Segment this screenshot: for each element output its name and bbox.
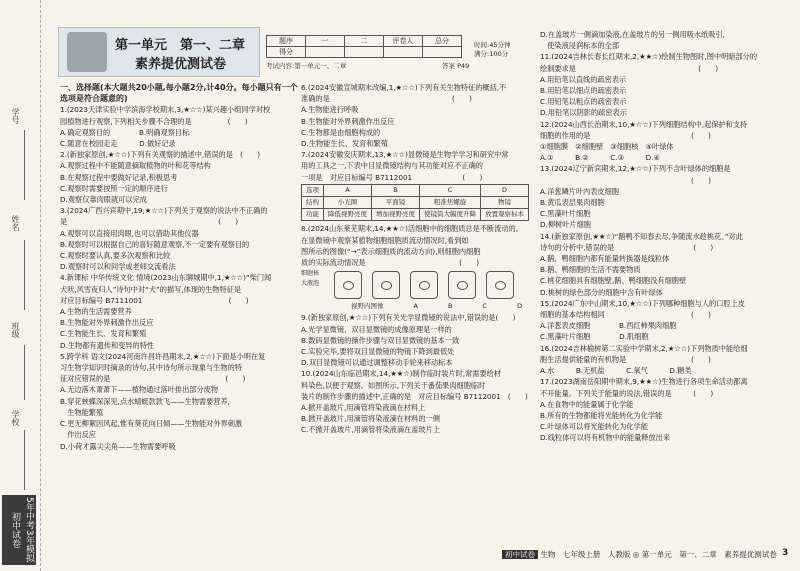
left-column xyxy=(60,82,298,452)
microscope-table xyxy=(301,184,529,222)
figure-caption: 视野内图像 xyxy=(351,302,384,311)
table-cell: 选项 xyxy=(302,184,324,196)
question-line: C.用铅笔以粗点的疏密表示 xyxy=(540,97,627,107)
score-cell xyxy=(423,47,462,58)
margin-line xyxy=(24,345,25,400)
question-line: 作出反应 xyxy=(60,430,96,440)
question-line: D.桃树的绿色部分的细胞中含有叶绿体 xyxy=(540,287,663,297)
question-line: 质的实际流动情况是 ( ) xyxy=(301,258,480,268)
question-line: A.水 B.无机盐 C.氧气 D.糖类 xyxy=(540,366,692,376)
full-score: 满分:100分 xyxy=(474,50,509,58)
cell-diagram xyxy=(410,271,438,299)
score-cell xyxy=(306,47,345,58)
question-line: B.生物能对外界刺激作出反应 xyxy=(60,318,154,328)
table-cell: C xyxy=(420,184,481,196)
score-cell: 一 xyxy=(306,36,345,47)
question-line: C.黑藻叶片细胞 xyxy=(540,209,591,219)
question-line: A.观察可以直接用肉眼,也可以借助其他仪器 xyxy=(60,228,199,238)
score-cell: 得分 xyxy=(267,47,306,58)
question-line: A.掀开盖玻片,用滴管将染液滴在材料上 xyxy=(301,403,426,413)
question-line: 1.(2023天津实验中学滨海学校期末,3,★☆☆)某兴趣小组同学对校 xyxy=(60,105,271,115)
question-line: D.观察仅靠肉眼就可以完成 xyxy=(60,195,147,205)
question-line: A.用铅笔以直线的疏密表示 xyxy=(540,74,627,84)
question-line: A.观察过程中不能随意摘取植物的叶和花等结构 xyxy=(60,161,211,171)
question-line: 胞生活提供能量的有机物是 ( ) xyxy=(540,354,711,364)
question-line: A.生物的生活需要营养 xyxy=(60,307,132,317)
question-line: 14.(新独家原创,★★☆)“鹅鸭不知春去尽,争随流水趁桃花。”对此 xyxy=(540,231,743,241)
question-line: 细胞的作用的是 ( ) xyxy=(540,130,711,140)
question-line: D.观察时可以和同学或老师交流看法 xyxy=(60,262,176,272)
question-line: C.观察时需要按照一定的顺序进行 xyxy=(60,183,168,193)
figure-captions xyxy=(351,301,529,312)
cell-figure xyxy=(301,269,529,301)
question-line: 在显微镜中观察某植物细胞细胞质流动情况时,看到如 xyxy=(301,235,469,245)
table-cell: D xyxy=(481,184,529,196)
question-line: 9.(新独家原创,★☆☆)下列有关光学显微镜的说法中,错误的是( ) xyxy=(301,313,516,323)
question-line: D.生物能生长、发育和繁殖 xyxy=(301,139,388,149)
margin-label-class: 班级 xyxy=(11,322,20,338)
question-line: D.线粒体可以将有机物中的能量释放出来 xyxy=(540,433,671,443)
question-line: 是 ( ) xyxy=(60,217,239,227)
question-line: 12.(2024山西长治期末,10,★☆☆)下列细胞结构中,起保护和支持 xyxy=(540,119,748,129)
question-line: 17.(2023湖南岳阳期中期末,9,★★☆)生物进行各项生命活动都离 xyxy=(540,377,748,387)
question-line: 征对应错误的是 ( ) xyxy=(60,374,246,384)
question-line: B.穿花蛱蝶深深见,点水蜻蜓款款飞——生物需要营养, xyxy=(60,396,230,406)
table-cell: B xyxy=(372,184,420,196)
question-line: 4.新课标 中华传统文化 情境(2023山东聊城期中,1,★☆☆)“柴门闻 xyxy=(60,273,272,283)
question-line: C.生物能生长、发育和繁殖 xyxy=(60,329,147,339)
exam-scope: 考试内容:第一单元一、二章 xyxy=(266,62,347,70)
question-line: C.观察时要认真,要多次观察和比较 xyxy=(60,251,171,261)
margin-line xyxy=(24,430,25,490)
question-line: B.生物能对外界刺激作出反应 xyxy=(301,116,395,126)
question-line: 料染色,以便于观察。如图所示,下列关于番茄果肉细胞临时 xyxy=(301,380,486,390)
figure-caption: D xyxy=(516,302,522,311)
brand-logo: 5年中考3年模拟 初中试卷 xyxy=(2,495,36,565)
score-cell: 二 xyxy=(345,36,384,47)
question-line: A.在食物中的能量属于化学能 xyxy=(540,399,634,409)
middle-column xyxy=(301,82,529,436)
question-line: A.确定观察目的 B.明确观察目标 xyxy=(60,127,190,137)
test-title: 素养提优测试卷 xyxy=(135,57,227,72)
footer-tag: 初中试卷 xyxy=(502,550,538,559)
question-line: 用的工具之一,下表中目显微镜结构与其功能对应不正确的 xyxy=(301,161,483,171)
table-cell: 功能 xyxy=(302,209,324,221)
question-line: B.所有的生物都能将光能转化为化学能 xyxy=(540,410,663,420)
question-line: 5.跨学科 语文(2024河南许昌许昌期末,2,★☆☆)下面是小明在复 xyxy=(60,351,266,361)
question-line: A.无边落木萧萧下——植物通过落叶排出部分废物 xyxy=(60,385,219,395)
score-cell: 总分 xyxy=(423,36,462,47)
table-cell: 放置观察标本 xyxy=(481,209,529,221)
question-line: B.掀开盖玻片,用滴管将染液滴在材料的一侧 xyxy=(301,414,440,424)
figure-label: 大液泡 xyxy=(301,280,320,288)
question-line: ①细胞膜 ②细胞壁 ③细胞核 ④叶绿体 xyxy=(540,142,674,152)
margin-line xyxy=(24,130,25,200)
question-line: 3.(2024广西兴宾期中,19,★☆☆)下列关于观察的说法中不正确的 xyxy=(60,206,268,216)
question-line: C.黑藻叶片细胞 D.肌细胞 xyxy=(540,332,649,342)
figure-caption: B xyxy=(447,302,453,311)
question-line: 一项是 对应目标编号 B7112001 ( ) xyxy=(301,172,483,182)
cell-diagram xyxy=(372,271,400,299)
right-column xyxy=(540,29,757,444)
question-line: 一、选择题(本大题共20小题,每小题2分,计40分。每小题只有一个 xyxy=(60,83,298,92)
cell-diagram xyxy=(486,271,514,299)
question-line: A.生物能进行呼吸 xyxy=(301,105,359,115)
question-line: A.① B.② C.③ D.④ xyxy=(540,153,660,163)
question-line: 图所示的图像(“→”表示细胞质的流动方向),则细胞内细胞 xyxy=(301,246,481,256)
cell-diagram xyxy=(448,271,476,299)
score-cell: 评卷人 xyxy=(384,36,423,47)
reader-illustration-icon xyxy=(67,32,107,72)
question-line: D.小荷才露尖尖角——生物需要呼吸 xyxy=(60,441,176,451)
table-cell: 物镜 xyxy=(481,197,529,209)
table-cell: 平面镜 xyxy=(372,197,420,209)
table-cell: 使镜筒大幅度升降 xyxy=(420,209,481,221)
question-line: 园植物进行观察,下列相关步骤不合理的是 ( ) xyxy=(60,116,248,126)
question-line: 选项是符合题意的) xyxy=(60,94,128,104)
question-line: C.实验完毕,要将双目显微镜的物镜下降到最低处 xyxy=(301,347,455,357)
question-line: 习生物学知识时摘录的诗句,其中诗句所示现象与生物的特 xyxy=(60,363,242,373)
question-line: 6.(2024安徽宣城期末改编,1,★☆☆)下列有关生物特征的概括,不 xyxy=(301,83,507,92)
question-line: 准确的是 ( ) xyxy=(301,94,472,104)
margin-label-id: 学号 xyxy=(11,108,20,124)
question-line: 犬吠,风雪夜归人”诗句中对“犬”的描写,体现的生物特征是 xyxy=(60,284,242,294)
table-cell: 增加视野亮度 xyxy=(372,209,420,221)
question-line: 诗句的分析中,错误的是 ( ) xyxy=(540,242,714,252)
margin-label-name: 姓名 xyxy=(11,215,20,231)
margin-label-school: 学校 xyxy=(11,410,20,426)
question-line: 生物能繁殖 xyxy=(60,407,104,417)
time-limit: 时间:45分钟 xyxy=(474,41,511,49)
table-cell: 小光圈 xyxy=(324,197,372,209)
question-line: ( ) xyxy=(540,175,711,185)
figure-caption: A xyxy=(413,302,418,311)
question-line: 对应目标编号 B7111001 ( ) xyxy=(60,295,249,305)
question-line: 7.(2024安徽安庆期末,13,★☆☆)显微镜是生物学学习和研究中常 xyxy=(301,150,509,160)
question-line: 16.(2024吉林榆树第二实验中学期末,2,★☆☆)下列物质中能给细 xyxy=(540,343,748,353)
question-line: 2.(新独家原创,★☆☆)下列有关观察的描述中,错误的是 ( ) xyxy=(60,150,261,160)
question-line: B.用铅笔以细点的疏密表示 xyxy=(540,86,627,96)
table-cell: 粗准焦螺旋 xyxy=(420,197,481,209)
question-line: D.在盖玻片一侧滴加染液,在盖玻片的另一侧用吸水纸吸引, xyxy=(540,30,725,39)
figure-caption: C xyxy=(482,302,487,311)
question-line: C.不掀开盖玻片,用滴管将染液滴在盖玻片上 xyxy=(301,425,440,435)
question-line: C.随意在校园走走 D.做好记录 xyxy=(60,139,176,149)
question-line: A.洋葱鳞片叶内表皮细胞 xyxy=(540,186,619,196)
footer-text: 生物 七年级上册 人教版 ◎ 第一单元 第一、二章 素养提优测试卷 xyxy=(540,550,777,559)
question-line: 13.(2024辽宁新宾期末,12,★☆☆)下列不含叶绿体的细胞是 xyxy=(540,164,731,174)
table-cell: A xyxy=(324,184,372,196)
question-line: C.叶绿体可以将光能转化为化学能 xyxy=(540,422,648,432)
table-cell: 结构 xyxy=(302,197,324,209)
answer-page: 答案 P49 xyxy=(442,62,470,70)
question-line: 10.(2024山东临邑期末,14,★★☆)制作临时装片时,常需要给材 xyxy=(301,369,502,379)
margin-line xyxy=(24,240,25,310)
question-line: 8.(2024山东莱芜期末,14,★★☆)活细胞中的细胞质总是不断流动的。 xyxy=(301,224,523,234)
question-line: 不开能量。下列关于能量的说法,错误的是 ( ) xyxy=(540,388,714,398)
question-line: B.观察时可以根据自己的喜好随意观察,不一定要有观察目的 xyxy=(60,239,250,249)
question-line: B.鹅、鸭细胞的生活不需要物质 xyxy=(540,265,641,275)
question-line: 装片的制作步骤的描述中,正确的是 对应目标编号 B7112001 ( ) xyxy=(301,391,528,401)
score-table xyxy=(266,35,462,58)
binding-margin xyxy=(0,0,41,571)
title-banner xyxy=(58,27,260,77)
score-cell: 题序 xyxy=(267,36,306,47)
footer xyxy=(502,549,777,560)
table-cell: 降低视野亮度 xyxy=(324,209,372,221)
unit-title: 第一单元 第一、二章 xyxy=(115,38,246,53)
question-line: C.桃花细胞具有细胞壁,鹅、鸭细胞没有细胞壁 xyxy=(540,276,687,286)
score-cell xyxy=(345,47,384,58)
question-line: 绘制要求是 ( ) xyxy=(540,63,719,73)
question-line: 使染液浸润标本的全部 xyxy=(540,41,620,51)
question-line: A.鹅、鸭细胞内都有能量转换器是线粒体 xyxy=(540,254,670,264)
question-line: 15.(2024广东中山期末,10,★☆☆)下列哪种细胞与人的口腔上皮 xyxy=(540,298,745,308)
question-line: 细胞的基本结构相同 ( ) xyxy=(540,310,711,320)
question-line: A.洋葱表皮细胞 B.西红柿果肉细胞 xyxy=(540,321,677,331)
score-cell xyxy=(384,47,423,58)
page-number: 3 xyxy=(782,548,789,558)
question-line: B.黄瓜表层果肉细胞 xyxy=(540,198,605,208)
figure-label: 细胞核 xyxy=(301,270,320,278)
question-line: C.更无柳絮因风起,惟有葵花向日倾——生物能对外界刺激 xyxy=(60,419,243,429)
question-line: A.光学显微镜、双目显微镜的成像原理是一样的 xyxy=(301,324,452,334)
question-line: D.双目显微镜可以通过调整移动手轮来移动标本 xyxy=(301,358,453,368)
question-line: B.数码显微镜的操作步骤与双目显微镜的基本一致 xyxy=(301,335,460,345)
question-line: D.柳树叶片细胞 xyxy=(540,220,591,230)
question-line: C.生物都是由细胞构成的 xyxy=(301,127,381,137)
question-line: B.在观察过程中要做好记录,积极思考 xyxy=(60,172,178,182)
cell-diagram xyxy=(334,271,362,299)
question-line: D.用铅笔以阴影的疏密表示 xyxy=(540,108,627,118)
question-line: D.生物都有遗传和变异的特性 xyxy=(60,340,155,350)
question-line: 11.(2024吉林长春长红期末,2,★★☆)绘制生物图时,图中明暗部分的 xyxy=(540,52,758,62)
